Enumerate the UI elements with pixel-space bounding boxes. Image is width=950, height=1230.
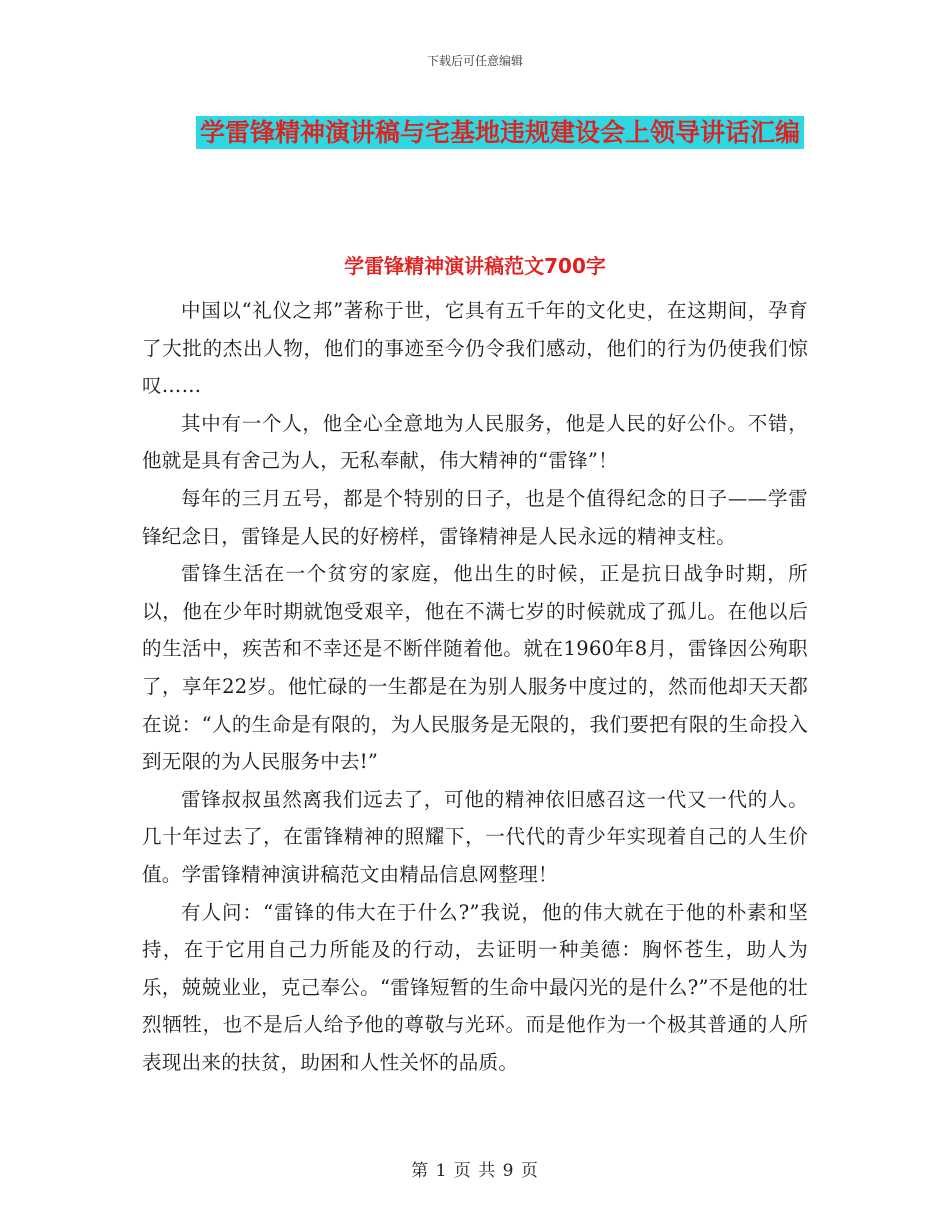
page-footer: 第 1 页 共 9 页 (411, 1161, 539, 1181)
document-title-text: 学雷锋精神演讲稿与宅基地违规建设会上领导讲话汇编 (196, 116, 804, 149)
paragraph: 其中有一个人，他全心全意地为人民服务，他是人民的好公仆。不错，他就是具有舍己为人，无私奉献，伟大精神的“雷锋”！ (142, 411, 808, 473)
paragraph: 有人问：“雷锋的伟大在于什么?”我说，他的伟大就在于他的朴素和坚持，在于它用自己力所能及的行动，去证明一种美德：胸怀苍生，助人为乐，兢兢业业，克己奉公。“雷锋短暂的生命中最闪光的是什么?”不是他的壮烈牺牲，也不是后人给予他的尊敬与光环。而是他作为一个极其普通的人所表现出来的扶贫，助困和人性关怀的品质。 (142, 900, 808, 1074)
header-note: 下载后可任意编辑 (426, 54, 523, 68)
paragraph: 每年的三月五号，都是个特别的日子，也是个值得纪念的日子——学雷锋纪念日，雷锋是人民的好榜样，雷锋精神是人民永远的精神支柱。 (142, 486, 808, 548)
body-text (142, 292, 808, 1081)
section-title: 学雷锋精神演讲稿范文700字 (344, 254, 606, 278)
paragraph: 雷锋生活在一个贫穷的家庭，他出生的时候，正是抗日战争时期，所以，他在少年时期就饱受艰辛，他在不满七岁的时候就成了孤儿。在他以后的生活中，疾苦和不幸还是不断伴随着他。就在1960年8月，雷锋因公殉职了，享年22岁。他忙碌的一生都是在为别人服务中度过的，然而他却天天都在说：“人的生命是有限的，为人民服务是无限的，我们要把有限的生命投入到无限的为人民服务中去!” (142, 562, 808, 774)
paragraph: 雷锋叔叔虽然离我们远去了，可他的精神依旧感召这一代又一代的人。几十年过去了，在雷锋精神的照耀下，一代代的青少年实现着自己的人生价值。学雷锋精神演讲稿范文由精品信息网整理！ (142, 787, 808, 886)
document-title (190, 112, 810, 154)
paragraph: 中国以“礼仪之邦”著称于世，它具有五千年的文化史，在这期间，孕育了大批的杰出人物，他们的事迹至今仍令我们感动，他们的行为仍使我们惊叹…… (142, 299, 808, 398)
